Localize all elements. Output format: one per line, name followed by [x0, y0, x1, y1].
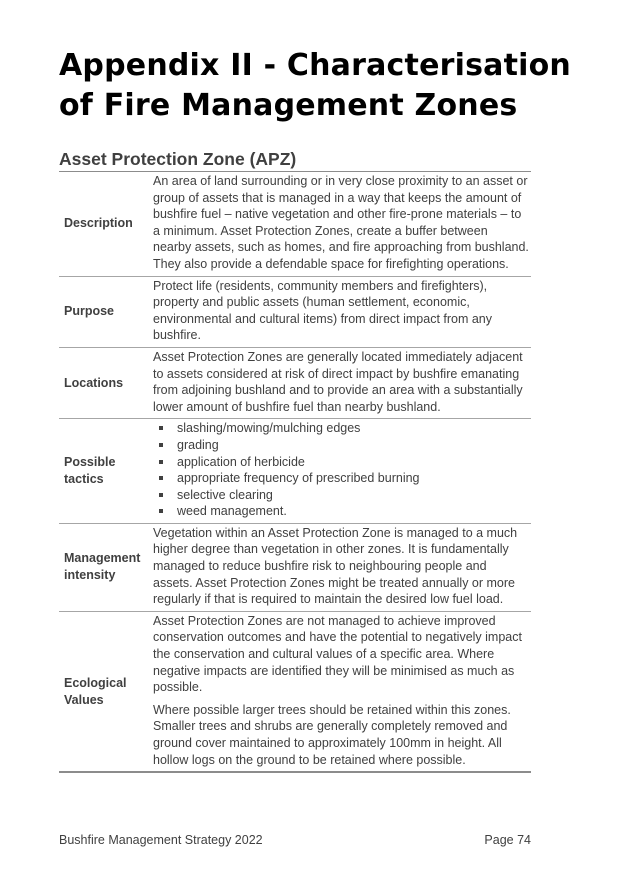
row-label-management-intensity: Management intensity [64, 551, 141, 583]
ecological-values-paragraph: Where possible larger trees should be retained within this zones. Smaller trees and shrubs are generally completely removed and ground cover maintained to approximately 100mm in height. All hollow logs on the ground to be retained where possible. [153, 702, 511, 767]
apz-table [59, 171, 531, 773]
row-label-description: Description [64, 216, 133, 231]
page-title: Appendix II - Characterisation of Fire Management Zones [59, 48, 571, 123]
list-item: grading [153, 437, 529, 454]
list-item: weed management. [153, 503, 529, 520]
table-row-ecological-values [59, 611, 531, 771]
list-item: slashing/mowing/mulching edges [153, 420, 529, 437]
management-intensity-text: Vegetation within an Asset Protection Zone is managed to a much higher degree than vegetation in other zones. It is fundamentally managed to reduce bushfire risk to neighbouring people and assets. Asset Protection Zones might be treated annually or more regularly if that is required to maintain the desired low fuel load. [153, 525, 518, 607]
purpose-text: Protect life (residents, community members and firefighters), property and public assets (human settlement, economic, environmental and cultural items) from direct impact from any bushfire. [153, 278, 493, 343]
description-text: An area of land surrounding or in very close proximity to an asset or group of assets that is managed in a way that keeps the amount of bushfire fuel – native vegetation and other fire-prone materials – to a minimum. Asset Protection Zones, create a buffer between nearby assets, such as homes, and fire approaching from bushland. They also provide a defendable space for firefighting operations. [153, 174, 529, 271]
list-item: selective clearing [153, 487, 529, 504]
locations-text: Asset Protection Zones are generally located immediately adjacent to assets considered at risk of direct impact by bushfire emanating from adjoining bushland and to provide an area with a substantially lower amount of bushfire fuel than nearby bushland. [153, 349, 523, 414]
table-row-locations [59, 347, 531, 418]
row-content-ecological-values [148, 612, 531, 771]
table-row-management-intensity [59, 523, 531, 611]
row-label-purpose: Purpose [64, 304, 115, 319]
table-row-possible-tactics [59, 418, 531, 523]
ecological-values-paragraph: Asset Protection Zones are not managed to achieve improved conservation outcomes and have the potential to negatively impact the conservation and cultural values of a specific area. Where negative impacts are identified they will be minimised as much as possible. [153, 613, 522, 695]
row-label-ecological-values: Ecological Values [64, 675, 127, 707]
row-label-possible-tactics: Possible tactics [64, 455, 116, 487]
row-label-locations: Locations [64, 375, 124, 390]
row-content-locations [148, 348, 531, 418]
row-content-management-intensity [148, 524, 531, 611]
row-content-purpose [148, 277, 531, 347]
table-row-description [59, 172, 531, 276]
footer-document-name: Bushfire Management Strategy 2022 [59, 833, 263, 847]
tactics-list [153, 420, 529, 520]
footer-page-number: Page 74 [484, 833, 531, 847]
table-row-purpose [59, 276, 531, 347]
row-content-possible-tactics [148, 419, 531, 523]
section-heading: Asset Protection Zone (APZ) [59, 149, 297, 169]
list-item: application of herbicide [153, 454, 529, 471]
list-item: appropriate frequency of prescribed burning [153, 470, 529, 487]
row-content-description [148, 172, 531, 276]
